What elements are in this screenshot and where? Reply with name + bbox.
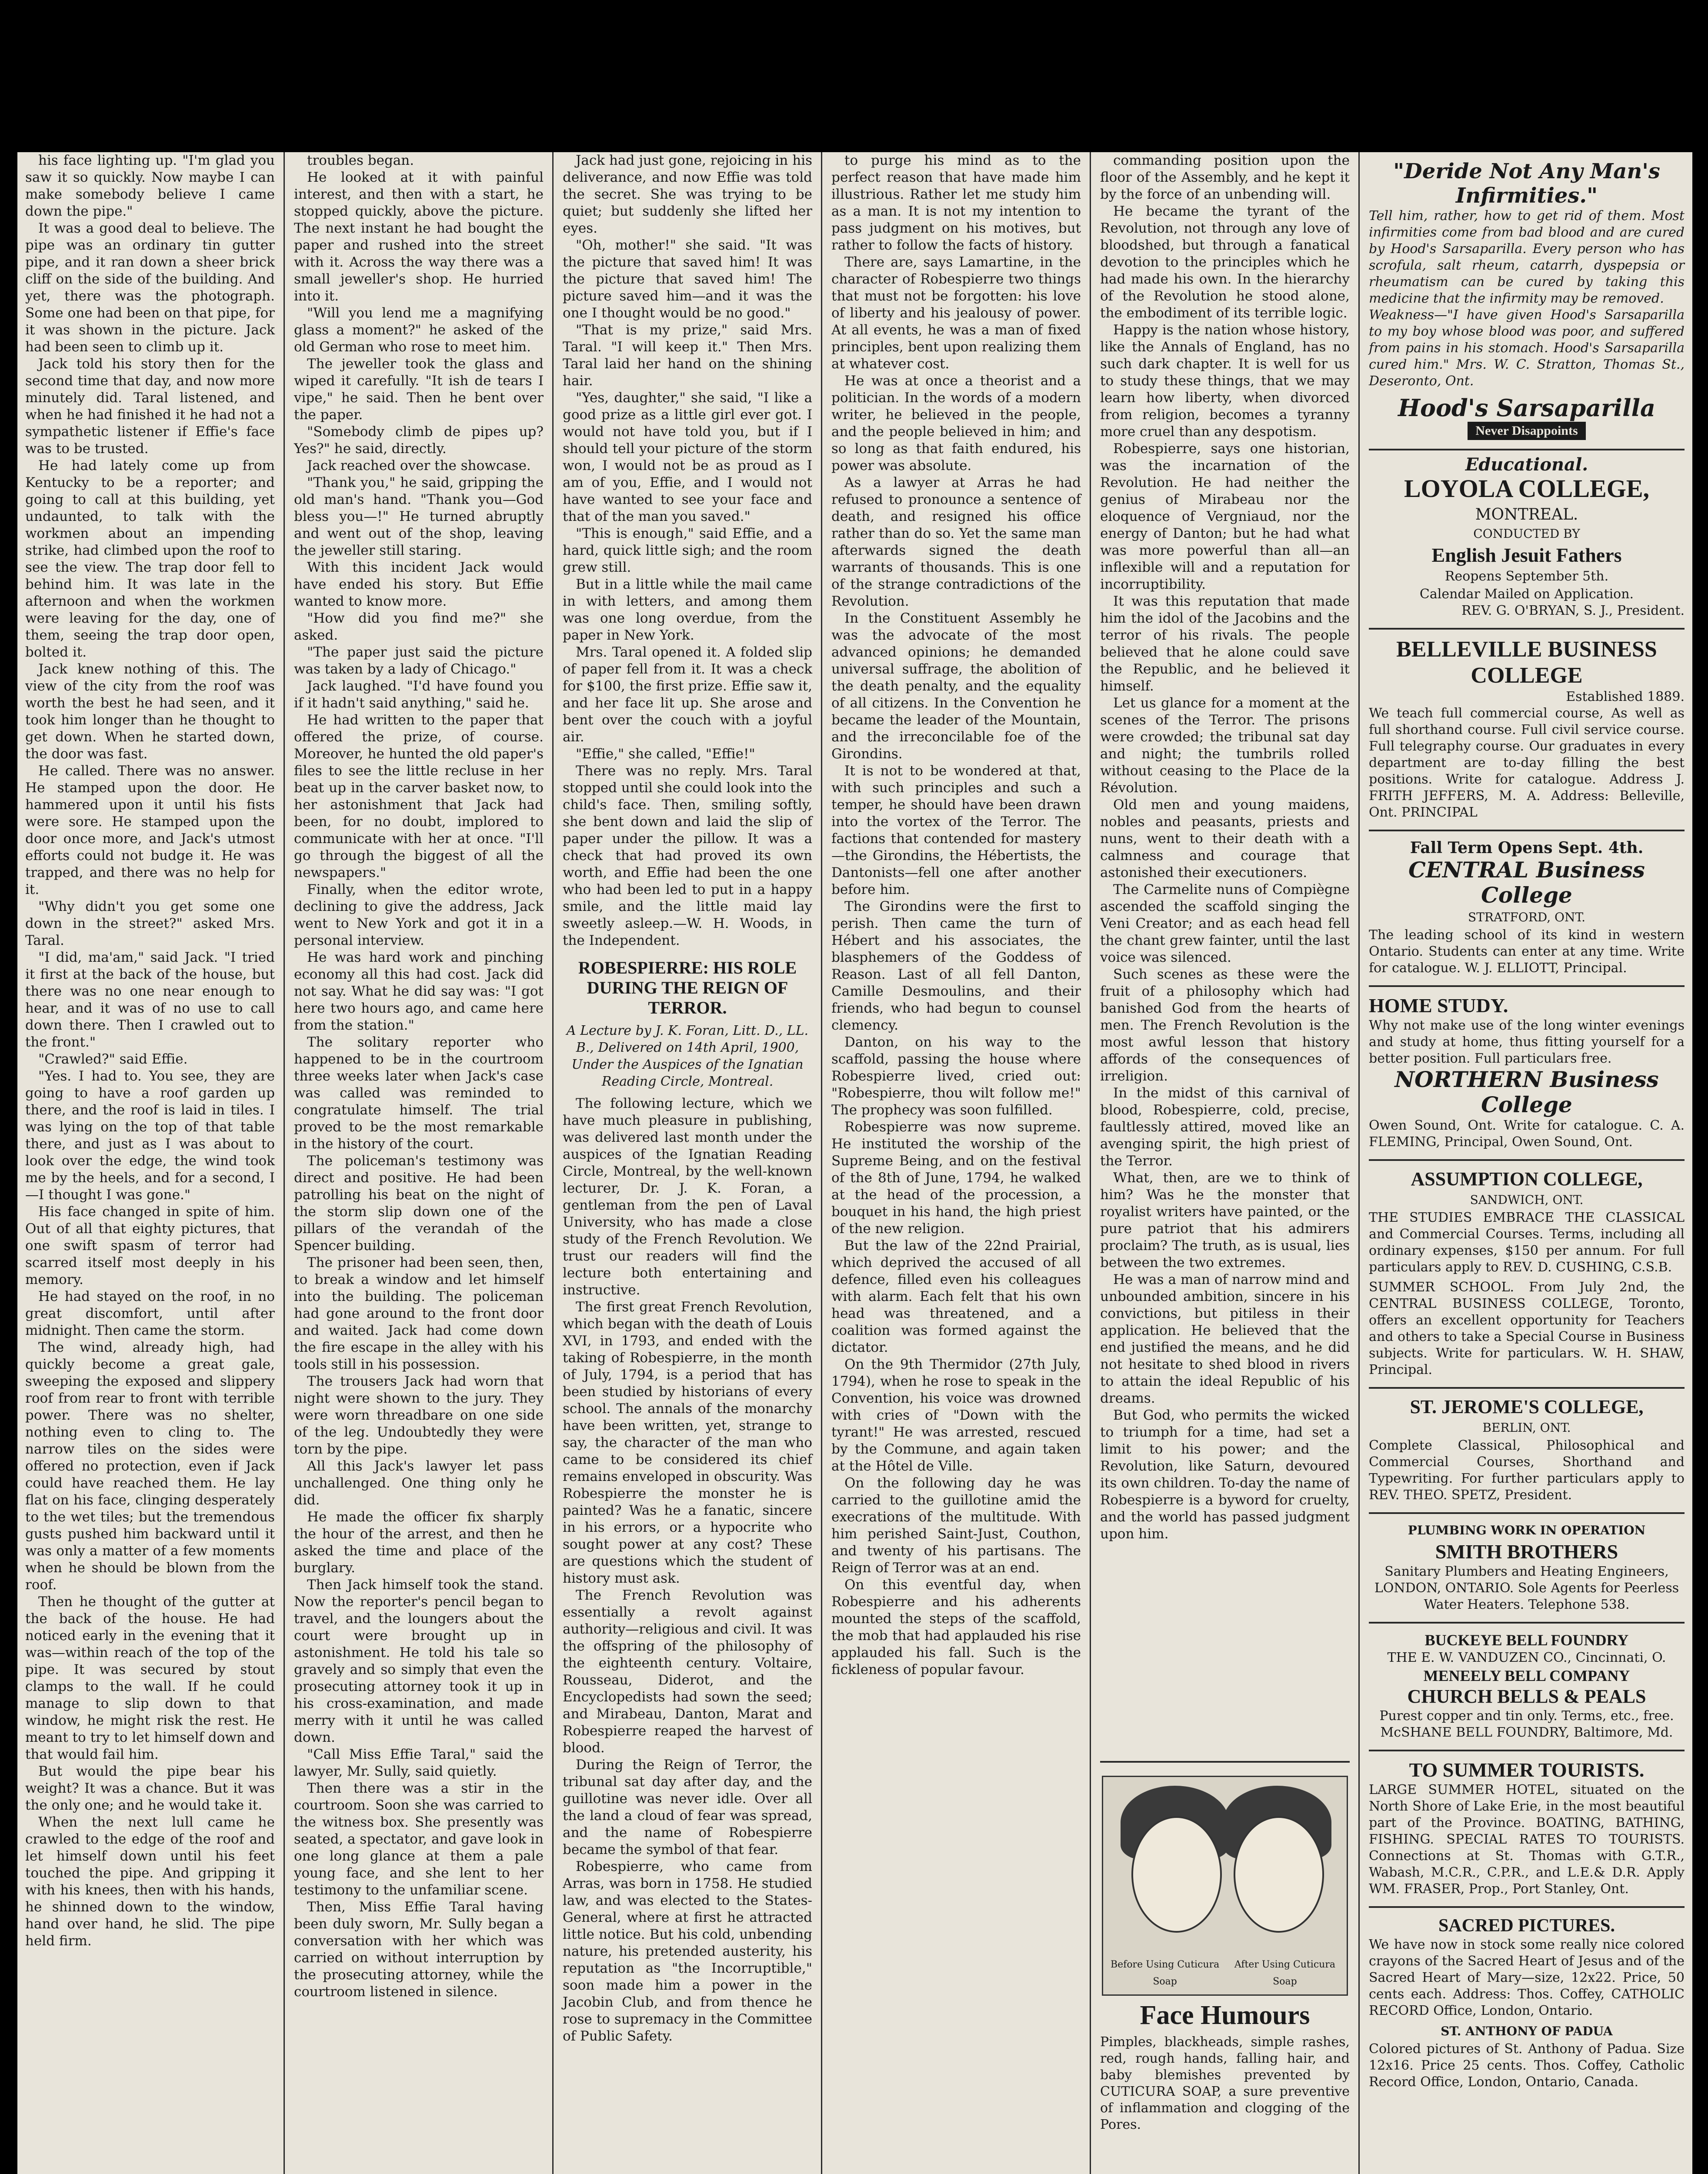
paragraph: "Yes, daughter," she said, "I like a good prize as a little girl ever got. I would not have told you, but if I should tell your picture of the storm won, I would not be as proud as I am of you, Effie, and I would not have wanted to see your face and that of the man you saved." xyxy=(563,390,812,524)
paragraph: His face changed in spite of him. Out of all that eighty pictures, that one swift spasm of terror had scarred itself most deeply in his memory. xyxy=(25,1204,275,1287)
northern-title: NORTHERN Business College xyxy=(1394,1067,1659,1117)
paragraph: It was this reputation that made him the idol of the Jacobins and the terror of his rivals. The people believed that he alone could save the Republic, and he believed it himself. xyxy=(1100,594,1350,694)
paragraph: He had written to the paper that offered the prize, of course. Moreover, he hunted the old paper's files to see the little recluse in her beat up in the carver basket now, to her astonishment that Jack had been, for no doubt, implored to communicate with her at once. "I'll go through the biggest of all the newspapers." xyxy=(294,712,544,880)
church-bells: CHURCH BELLS & PEALS xyxy=(1407,1686,1646,1707)
paragraph: The first great French Revolution, which began with the death of Louis XVI, in 1793, and ended with the taking of Robespierre, in the month of July, 1794, is a period that has been studied by historians of every school. The annals of the monarchy have been written, yet, strange to say, the character of the man who came to be considered its chief remains enveloped in obscurity. Was Robespierre the monster he is painted? Was he a fanatic, sincere in his errors, or a hypocrite who sought power at any cost? These are questions which the student of history must ask. xyxy=(563,1299,812,1586)
loyola-calendar: Calendar Mailed on Application. xyxy=(1419,587,1634,602)
stjerome-title: ST. JEROME'S COLLEGE, xyxy=(1410,1396,1644,1417)
paragraph: When the next lull came he crawled to the edge of the roof and let himself down until his feet touched the pipe. And gripping it with his knees, then with his hands, he shinned down to the window, hand over hand, he slid. The pipe held firm. xyxy=(25,1814,275,1949)
paragraph: The Carmelite nuns of Compiègne ascended the scaffold singing the Veni Creator; and as each head fell the chant grew fainter, until the last voice was silenced. xyxy=(1100,882,1350,965)
paragraph: Then Jack himself took the stand. Now the reporter's pencil began to travel, and the loungers about the court were brought up in astonishment. He told his tale so gravely and so simply that even the prosecuting attorney took it up in his cross-examination, and made merry with it until he was called down. xyxy=(294,1577,544,1745)
paragraph: Old men and young maidens, nobles and peasants, priests and nuns, went to their death with a calmness and courage that astonished their executioners. xyxy=(1100,797,1350,880)
article-body xyxy=(563,1095,812,2045)
loyola-reopens: Reopens September 5th. xyxy=(1444,569,1609,584)
paragraph: All this Jack's lawyer let pass unchallenged. One thing only he did. xyxy=(294,1458,544,1508)
cuticura-ad xyxy=(1100,1761,1350,2133)
paragraph: Jack told his story then for the second time that day, and now more minutely did. Taral listened, and when he had finished it he had not a sympathetic listener if Effie's face was to be trusted. xyxy=(25,356,275,457)
paragraph: He was a man of narrow mind and unbounded ambition, sincere in his convictions, but pitiless in their application. He believed that the end justified the means, and he did not hesitate to shed blood in rivers to attain the ideal Republic of his dreams. xyxy=(1100,1272,1350,1406)
sacred-ad xyxy=(1369,1908,1685,2099)
paragraph: "That is my prize," said Mrs. Taral. "I will keep it." Then Mrs. Taral laid her hand on the shining hair. xyxy=(563,322,812,389)
paragraph: Such scenes as these were the fruit of a philosophy which had banished God from the hearts of men. The French Revolution is the most awful lesson that history affords of the consequences of irreligion. xyxy=(1100,967,1350,1084)
paragraph: With this incident Jack would have ended his story. But Effie wanted to know more. xyxy=(294,560,544,609)
church-bells-text: Purest copper and tin only. Terms, etc., free. McSHANE BELL FOUNDRY, Baltimore, Md. xyxy=(1379,1708,1674,1740)
tourists-title: TO SUMMER TOURISTS. xyxy=(1409,1759,1645,1781)
central-ad xyxy=(1369,831,1685,987)
loyola-fathers: English Jesuit Fathers xyxy=(1431,544,1622,566)
deride-title: "Deride Not Any Man's Infirmities." xyxy=(1393,159,1660,208)
central-text: The leading school of its kind in western Ontario. Students can enter at any time. Write for catalogue. W. J. ELLIOTT, Principal. xyxy=(1369,927,1685,976)
paragraph: On the 9th Thermidor (27th July, 1794), when he rose to speak in the Convention, his voice was drowned with cries of "Down with the tyrant!" He was arrested, rescued by the Commune, and again taken at the Hôtel de Ville. xyxy=(831,1357,1081,1474)
assumption-ad xyxy=(1369,1161,1685,1389)
central-city: STRATFORD, ONT. xyxy=(1468,910,1585,924)
paragraph: Then, Miss Effie Taral having been duly sworn, Mr. Sully began a conversation with her which was carried on without interruption by the prosecuting attorney, while the courtroom listened in silence. xyxy=(294,1899,544,2000)
column-5-body xyxy=(1100,152,1350,1761)
stjerome-city: BERLIN, ONT. xyxy=(1482,1420,1571,1435)
paragraph: Mrs. Taral opened it. A folded slip of paper fell from it. It was a check for $100, the first prize. Effie saw it, and her face lit up. She arose and bent over the couch with a joyful air. xyxy=(563,644,812,745)
paragraph: "This is enough," said Effie, and a hard, quick little sigh; and the room grew still. xyxy=(563,526,812,575)
face-humours-title: Face Humours xyxy=(1140,2001,1310,2030)
paragraph: He had lately come up from Kentucky to be a reporter; and going to call at this building, yet undaunted, to talk with the workmen about an impending strike, had climbed upon the roof to see the view. The trap door fell to behind him. It was late in the afternoon and when the workmen were leaving for the day, one of them, seeing the trap door open, bolted it. xyxy=(25,458,275,660)
newspaper-page xyxy=(17,152,1692,2174)
smith-text: Sanitary Plumbers and Heating Engineers, LONDON, ONTARIO. Sole Agents for Peerless Water Heaters. Telephone 538. xyxy=(1374,1564,1679,1612)
northern-ad xyxy=(1369,987,1685,1161)
column-3 xyxy=(555,152,820,2174)
paragraph: "Crawled?" said Effie. xyxy=(38,1051,188,1067)
paragraph: But would the pipe bear his weight? It was a chance. But it was the only one; and he would take it. xyxy=(25,1764,275,1813)
paragraph: Then he thought of the gutter at the back of the house. He had noticed early in the evening that it was—within reach of the top of the pipe. It was secured by stout clamps to the wall. If he could manage to slip down to that window, he might risk the rest. He meant to try to let himself down and that would fail him. xyxy=(25,1594,275,1762)
paragraph: During the Reign of Terror, the tribunal sat day after day, and the guillotine was never idle. Over all the land a cloud of fear was spread, and the name of Robespierre became the symbol of that fear. xyxy=(563,1757,812,1857)
meneely-title: MENEELY BELL COMPANY xyxy=(1423,1667,1630,1684)
assumption-title: ASSUMPTION COLLEGE, xyxy=(1411,1168,1643,1190)
paragraph: Jack had just gone, rejoicing in his deliverance, and now Effie was told the secret. She was trying to be quiet; but suddenly she lifted her eyes. xyxy=(563,153,812,236)
central-title: CENTRAL Business College xyxy=(1408,857,1645,908)
paragraph: But in a little while the mail came in with letters, and among them was one long overdue, from the paper in New York. xyxy=(563,577,812,643)
caption-after: After Using Cuticura Soap xyxy=(1234,1959,1335,1987)
paragraph: "I did, ma'am," said Jack. "I tried it first at the back of the house, but there was no one near enough to hear, and it was of no use to call down there. Then I crawled out to the front." xyxy=(25,950,275,1050)
paragraph: In the midst of this carnival of blood, Robespierre, cold, precise, faultlessly attired, moved like an avenging spirit, the high priest of the Terror. xyxy=(1100,1085,1350,1169)
paragraph: The Girondins were the first to perish. Then came the turn of Hébert and his associates, the blasphemers of the Goddess of Reason. Last of all fell Danton, Camille Desmoulins, and their friends, who had begun to counsel clemency. xyxy=(831,899,1081,1033)
paragraph: The trousers Jack had worn that night were shown to the jury. They were worn threadbare on one side of the leg. Undoubtedly they were torn by the pipe. xyxy=(294,1374,544,1457)
stanthony-text: Colored pictures of St. Anthony of Padua. Size 12x16. Price 25 cents. Thos. Coffey, Catholic Record Office, London, Ontario, Canada. xyxy=(1369,2041,1685,2090)
plumbing-title: PLUMBING WORK IN OPERATION xyxy=(1408,1523,1646,1537)
column-5 xyxy=(1092,152,1358,2174)
buckeye-title: BUCKEYE BELL FOUNDRY xyxy=(1424,1631,1629,1649)
face-captions xyxy=(1103,1956,1347,1990)
paragraph: He had stayed on the roof, in no great discomfort, until after midnight. Then came the storm. xyxy=(25,1289,275,1338)
paragraph: "Yes. I had to. You see, they are going to have a roof garden up there, and the roof is laid in tiles. I was lying on the top of that table there, and just as I was about to look over the edge, the wind took me by the heels, and for a second, I—I thought I was gone." xyxy=(25,1068,275,1203)
paragraph: The solitary reporter who happened to be in the courtroom three weeks later when Jack's case was called was reminded to congratulate himself. The trial proved to be the most remarkable in the history of the court. xyxy=(294,1034,544,1152)
paragraph: Danton, on his way to the scaffold, passing the house where Robespierre lived, cried out: "Robespierre, thou wilt follow me!" The prophecy was soon fulfilled. xyxy=(831,1034,1081,1118)
hoods-brand: Hood's Sarsaparilla xyxy=(1398,394,1656,422)
northern-text: Owen Sound, Ont. Write for catalogue. C. A. FLEMING, Principal, Owen Sound, Ont. xyxy=(1369,1118,1685,1150)
belleville-est: Established 1889. xyxy=(1566,689,1685,704)
paragraph: On the following day he was carried to the guillotine amid the execrations of the multitude. With him perished Saint-Just, Couthon, and twenty of his partisans. The Reign of Terror was at an end. xyxy=(831,1475,1081,1576)
smith-ad xyxy=(1369,1514,1685,1624)
paragraph: The jeweller took the glass and wiped it carefully. "It ish de tears I vipe," he said. Then he bent over the paper. xyxy=(294,356,544,423)
face-illustration xyxy=(1102,1776,1348,1996)
stanthony-title: ST. ANTHONY OF PADUA xyxy=(1441,2024,1613,2038)
paragraph: Finally, when the editor wrote, declining to give the address, Jack went to New York and got it in a personal interview. xyxy=(294,882,544,948)
assumption-text: THE STUDIES EMBRACE THE CLASSICAL and Commercial Courses. Terms, including all ordinary expenses, $150 per annum. For full particulars apply to REV. D. CUSHING, C.S.B. xyxy=(1369,1210,1685,1275)
paragraph: On this eventful day, when Robespierre and his adherents mounted the steps of the scaffold, the mob that had applauded his rise applauded his fall. Such is the fickleness of popular favour. xyxy=(831,1577,1081,1677)
paragraph: Then there was a stir in the courtroom. Soon she was carried to the witness box. She presently was seated, a spectator, and gave look in one long glance at them a pale young face, and she lent to her testimony to the unfamiliar scene. xyxy=(294,1781,544,1898)
hoods-tagline: Never Disappoints xyxy=(1468,422,1585,440)
column-4-body xyxy=(831,152,1081,1678)
paragraph: It was a good deal to believe. The pipe was an ordinary tin gutter pipe, and it ran down a sheer brick cliff on the side of the building. And yet, there was the photograph. Some one had been on that pipe, for it was shown in the picture. Jack had been seen to climb up it. xyxy=(25,220,275,355)
hoods-ad xyxy=(1369,152,1685,450)
paragraph: He called. There was no answer. He stamped upon the door. He hammered upon it until his fists were sore. He stamped upon the door once more, and Jack's utmost efforts could not budge it. He was trapped, and there was no help for it. xyxy=(25,763,275,897)
face-humours-text: Pimples, blackheads, simple rashes, red, rough hands, falling hair, and baby blemishes prevented by CUTICURA SOAP, a sure preventive of inflammation and clogging of the Pores. xyxy=(1100,2034,1350,2132)
buckeye-text: THE E. W. VANDUZEN CO., Cincinnati, O. xyxy=(1387,1650,1666,1665)
stjerome-ad xyxy=(1369,1389,1685,1514)
loyola-city: MONTREAL. xyxy=(1475,506,1578,523)
belleville-text: We teach full commercial course, As well as full shorthand course. Full civil service course. Full telegraphy course. Our graduates in every department are to-day filling the best positions. Write for catalogue. Address J. FRITH JEFFERS, M. A. Address: Belleville, Ont. PRINCIPAL xyxy=(1369,706,1685,820)
paragraph: Let us glance for a moment at the scenes of the Terror. The prisons were crowded; the tribunal sat day and night; the tumbrils rolled without ceasing to the Place de la Révolution. xyxy=(1100,695,1350,796)
paragraph: to purge his mind as to the perfect reason that have made him illustrious. Rather let me study him as a man. It is not my intention to pass judgment on his motives, but rather to follow the facts of history. xyxy=(831,153,1081,253)
paragraph: "The paper just said the picture was taken by a lady of Chicago." xyxy=(294,644,544,677)
paragraph: The wind, already high, had quickly become a great gale, sweeping the exposed and slippery roof from rear to front with terrible power. There was no shelter, nothing even to cling to. The narrow tiles on the sides were offered no protection, even if Jack could have reached them. He lay flat on his face, clinging desperately to the wet tiles; but the tremendous gusts pushed him backward until it was only a matter of a few moments when he should be blown from the roof. xyxy=(25,1340,275,1593)
paragraph: He was at once a theorist and a politician. In the words of a modern writer, he believed in the people, and the people believed in him; and so long as that faith endured, his power was absolute. xyxy=(831,373,1081,473)
column-rule xyxy=(552,152,554,2174)
smith-title: SMITH BROTHERS xyxy=(1435,1540,1618,1563)
belleville-title: BELLEVILLE BUSINESS COLLEGE xyxy=(1396,637,1657,688)
stjerome-text: Complete Classical, Philosophical and Commercial Courses, Shorthand and Typewriting. For further particulars apply to REV. THEO. SPETZ, President. xyxy=(1369,1438,1685,1503)
deride-testimonial: Weakness—"I have given Hood's Sarsaparilla to my boy whose blood was poor, and suffered from pains in his stomach. Hood's Sarsaparilla cured him." Mrs. W. C. Stratton, Thomas St., Deseronto, Ont. xyxy=(1369,307,1685,389)
paragraph: "Somebody climb de pipes up? Yes?" he said, directly. xyxy=(294,424,544,457)
fall-term: Fall Term Opens Sept. 4th. xyxy=(1410,839,1644,857)
sacred-title: SACRED PICTURES. xyxy=(1438,1916,1615,1936)
paragraph: He became the tyrant of the Revolution, not through any love of bloodshed, but through a fanatical devotion to the principles which he had made his own. In the hierarchy of the Revolution he stood alone, the embodiment of its terrible logic. xyxy=(1100,203,1350,321)
column-6-ads xyxy=(1361,152,1692,2174)
paragraph: "Why didn't you get some one down in the street?" asked Mrs. Taral. xyxy=(25,899,275,948)
summer-school: SUMMER SCHOOL. From July 2nd, the CENTRAL BUSINESS COLLEGE, Toronto, offers an excellent opportunity for Teachers and others to take a Special Course in Business subjects. Write for particulars. W. H. SHAW, Principal. xyxy=(1369,1280,1685,1377)
loyola-conducted: CONDUCTED BY xyxy=(1473,527,1580,541)
paragraph: But God, who permits the wicked to triumph for a time, had set a limit to his power; and the Revolution, like Saturn, devoured its own children. To-day the name of Robespierre is a byword for cruelty, and the world has passed judgment upon him. xyxy=(1100,1407,1350,1542)
paragraph: "Effie," she called, "Effie!" xyxy=(576,746,755,762)
paragraph: There are, says Lamartine, in the character of Robespierre two things that must not be forgotten: his love of liberty and his jealousy of power. At all events, he was a man of fixed principles, bent upon realizing them at whatever cost. xyxy=(831,254,1081,372)
paragraph: He made the officer fix sharply the hour of the arrest, and then he asked the time and place of the burglary. xyxy=(294,1509,544,1576)
paragraph: Jack knew nothing of this. The view of the city from the roof was worth the best he had seen, and it took him longer than he thought to get down. When he started down, the door was fast. xyxy=(25,661,275,762)
sacred-text: We have now in stock some really nice colored crayons of the Sacred Heart of Jesus and of the Sacred Heart of Mary—size, 12x22. Price, 50 cents each. Address: Thos. Coffey, CATHOLIC RECORD Office, London, Ontario. xyxy=(1369,1937,1685,2018)
tourists-text: LARGE SUMMER HOTEL, situated on the North Shore of Lake Erie, in the most beautiful part of the Province. BOATING, BATHING, FISHING. SPECIAL RATES TO TOURISTS. Connections at St. Thomas with G.T.R., Wabash, M.C.R., C.P.R., and L.E.& D.R. Apply WM. FRASER, Prop., Port Stanley, Ont. xyxy=(1369,1782,1685,1897)
paragraph: "Will you lend me a magnifying glass a moment?" he asked of the old German who rose to meet him. xyxy=(294,305,544,355)
paragraph: Robespierre, who came from Arras, was born in 1758. He studied law, and was elected to the States-General, where at first he attracted little notice. But his cold, unbending nature, his pretended austerity, his reputation as "the Incorruptible," soon made him a power in the Jacobin Club, and from thence he rose to supremacy in the Committee of Public Safety. xyxy=(563,1859,812,2044)
paragraph: The policeman's testimony was direct and positive. He had been patrolling his beat on the night of the storm slip down one of the pillars of the verandah of the Spencer building. xyxy=(294,1153,544,1254)
face-after xyxy=(1234,1816,1324,1933)
paragraph: Robespierre was now supreme. He instituted the worship of the Supreme Being, and on the festival of the 8th of June, 1794, he walked at the head of the procession, a bouquet in his hand, the high priest of the new religion. xyxy=(831,1119,1081,1237)
column-2 xyxy=(286,152,551,2174)
paragraph: As a lawyer at Arras he had refused to pronounce a sentence of death, and resigned his office rather than do so. Yet the same man afterwards signed the death warrants of thousands. This is one of the strange contradictions of the Revolution. xyxy=(831,475,1081,609)
belleville-ad xyxy=(1369,630,1685,831)
column-rule xyxy=(1090,152,1091,2174)
paragraph: The French Revolution was essentially a revolt against authority—religious and civil. It was the offspring of the philosophy of the eighteenth century. Voltaire, Rousseau, Diderot, and the Encyclopedists had sown the seed; and Mirabeau, Danton, Marat and Robespierre reaped the harvest of blood. xyxy=(563,1587,812,1756)
paragraph: The prisoner had been seen, then, to break a window and let himself into the building. The policeman had gone around to the front door and waited. Jack had come down the fire escape in the alley with his tools still in his possession. xyxy=(294,1255,544,1372)
paragraph: Jack laughed. "I'd have found you if it hadn't said anything," said he. xyxy=(294,678,544,711)
paragraph: In the Constituent Assembly he was the advocate of the most advanced opinions; he demanded universal suffrage, the abolition of the death penalty, and the equality of all citizens. In the Convention he became the leader of the Mountain, and the irreconcilable foe of the Girondins. xyxy=(831,610,1081,762)
column-3-body xyxy=(563,152,812,949)
tourists-ad xyxy=(1369,1751,1685,1908)
educational-heading: Educational. xyxy=(1465,454,1588,475)
article-title: ROBESPIERRE: HIS ROLE DURING THE REIGN OF TERROR. xyxy=(578,958,797,1017)
deride-text: Tell him, rather, how to get rid of them. Most infirmities come from bad blood and are cured by Hood's Sarsaparilla. Every person who has scrofula, salt rheum, catarrh, dyspepsia or rheumatism can be cured by taking this medicine that the infirmity may be removed. xyxy=(1369,208,1685,306)
column-rule xyxy=(284,152,285,2174)
paragraph: Robespierre, says one historian, was the incarnation of the Revolution. He had neither the genius of Mirabeau nor the eloquence of Vergniaud, nor the energy of Danton; but he had what was more powerful than all—an inflexible will and a reputation for incorruptibility. xyxy=(1100,441,1350,592)
assumption-city: SANDWICH, ONT. xyxy=(1470,1193,1584,1207)
paragraph: He was hard work and pinching economy all this had cost. Jack did not say. What he did say was: "I got here two hours ago, and came here from the station." xyxy=(294,950,544,1033)
loyola-title: LOYOLA COLLEGE, xyxy=(1404,474,1650,503)
column-1-body xyxy=(25,152,275,1950)
paragraph: Jack reached over the showcase. xyxy=(307,458,531,473)
paragraph: troubles began. xyxy=(307,153,414,168)
article-byline: A Lecture by J. K. Foran, Litt. D., LL. B., Delivered on 14th April, 1900, Under the Auspices of the Ignatian Reading Circle, Montreal. xyxy=(566,1023,809,1089)
column-rule xyxy=(1358,152,1360,2174)
face-before xyxy=(1131,1816,1222,1933)
paragraph: But the law of the 22nd Prairial, which deprived the accused of all defence, filled even his colleagues with alarm. Each felt that his own head was threatened, and a coalition was formed against the dictator. xyxy=(831,1238,1081,1355)
home-study: HOME STUDY. xyxy=(1369,994,1508,1017)
loyola-rev: REV. G. O'BRYAN, S. J., President. xyxy=(1461,603,1685,618)
home-study-text: Why not make use of the long winter evenings and study at home, thus fitting yourself for a better position. Full particulars free. xyxy=(1369,1018,1685,1066)
paragraph: He looked at it with painful interest, and then with a start, he stopped quickly, above the picture. The next instant he had bought the paper and rushed into the street with it. Across the way there was a small jeweller's shop. He hurried into it. xyxy=(294,170,544,304)
column-1 xyxy=(17,152,283,2174)
paragraph: What, then, are we to think of him? Was he the monster that royalist writers have painted, or the pure patriot that his admirers proclaim? The truth, as is usual, lies between the two extremes. xyxy=(1100,1170,1350,1270)
paragraph: commanding position upon the floor of the Assembly, and he kept it by the force of an unbending will. xyxy=(1100,153,1350,202)
paragraph: "How did you find me?" she asked. xyxy=(294,610,544,643)
loyola-ad xyxy=(1369,450,1685,630)
column-rule xyxy=(821,152,822,2174)
paragraph: It is not to be wondered at that, with such principles and such a temper, he should have been drawn into the vortex of the Terror. The factions that contended for mastery—the Girondins, the Hébertists, the Dantonists—fell one after another before him. xyxy=(831,763,1081,897)
column-4 xyxy=(824,152,1089,2174)
column-2-body xyxy=(294,152,544,2001)
paragraph: his face lighting up. "I'm glad you saw it so quickly. Now maybe I can make somebody believe I came down the pipe." xyxy=(25,153,275,219)
paragraph: Happy is the nation whose history, like the Annals of England, has no such dark chapter. It is well for us to study these things, that we may learn how liberty, when divorced from religion, becomes a tyranny more cruel than any despotism. xyxy=(1100,322,1350,440)
paragraph: There was no reply. Mrs. Taral stopped until she could look into the child's face. Then, smiling softly, she bent down and laid the slip of paper under the pillow. It was a check that had proved its own worth, and Effie had been the one who had been led to put in a happy smile, and the little maid lay sweetly asleep.—W. H. Woods, in the Independent. xyxy=(563,763,813,948)
paragraph: "Oh, mother!" she said. "It was the picture that saved him! It was the picture that saved him! The picture saved him—and it was the one I thought would be no good." xyxy=(563,237,812,321)
bells-ad xyxy=(1369,1624,1685,1751)
paragraph: The following lecture, which we have much pleasure in publishing, was delivered last month under the auspices of the Ignatian Reading Circle, Montreal, by the well-known lecturer, Dr. J. K. Foran, a gentleman from the pen of Laval University, who has made a close study of the French Revolution. We trust our readers will find the lecture both entertaining and instructive. xyxy=(563,1096,812,1298)
paragraph: "Call Miss Effie Taral," said the lawyer, Mr. Sully, said quietly. xyxy=(294,1747,544,1779)
caption-before: Before Using Cuticura Soap xyxy=(1110,1959,1220,1987)
paragraph: "Thank you," he said, gripping the old man's hand. "Thank you—God bless you—!" He turned abruptly and went out of the shop, leaving the jeweller still staring. xyxy=(294,475,544,558)
